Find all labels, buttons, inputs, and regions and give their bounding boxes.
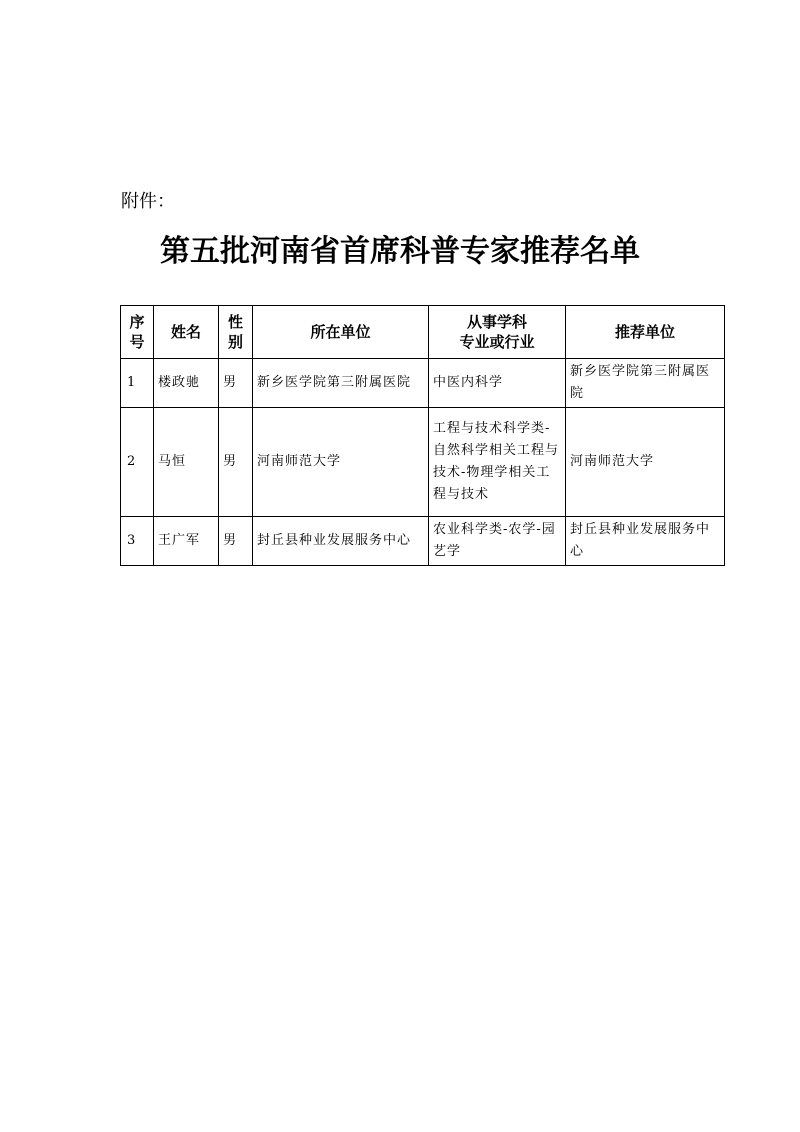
table-row: [121, 517, 725, 566]
header-index: 序号: [121, 306, 154, 359]
header-field-line2: 专业或行业: [459, 333, 535, 351]
cell-gender: 男: [219, 408, 253, 517]
header-gender: 性别: [219, 306, 253, 359]
header-recommender: 推荐单位: [566, 306, 725, 359]
attachment-label: 附件：: [121, 191, 175, 212]
cell-name: 楼政驰: [154, 359, 219, 408]
cell-index: 1: [121, 359, 154, 408]
cell-workplace: 河南师范大学: [253, 408, 429, 517]
cell-gender: 男: [219, 359, 253, 408]
table-header-row: [121, 306, 725, 359]
cell-name: 王广军: [154, 517, 219, 566]
cell-workplace: 新乡医学院第三附属医院: [253, 359, 429, 408]
expert-table: [120, 305, 725, 566]
cell-recommender: 封丘县种业发展服务中心: [566, 517, 725, 566]
cell-recommender: 河南师范大学: [566, 408, 725, 517]
cell-index: 3: [121, 517, 154, 566]
cell-field: 农业科学类-农学-园艺学: [429, 517, 566, 566]
header-field: [429, 306, 566, 359]
table-row: [121, 408, 725, 517]
header-name: 姓名: [154, 306, 219, 359]
header-field-line1: 从事学科: [466, 313, 527, 331]
cell-gender: 男: [219, 517, 253, 566]
cell-field: 工程与技术科学类-自然科学相关工程与技术-物理学相关工程与技术: [429, 408, 566, 517]
cell-recommender: 新乡医学院第三附属医院: [566, 359, 725, 408]
document-title: 第五批河南省首席科普专家推荐名单: [160, 234, 640, 269]
cell-index: 2: [121, 408, 154, 517]
table-row: [121, 359, 725, 408]
header-workplace: 所在单位: [253, 306, 429, 359]
cell-field: 中医内科学: [429, 359, 566, 408]
cell-workplace: 封丘县种业发展服务中心: [253, 517, 429, 566]
cell-name: 马恒: [154, 408, 219, 517]
